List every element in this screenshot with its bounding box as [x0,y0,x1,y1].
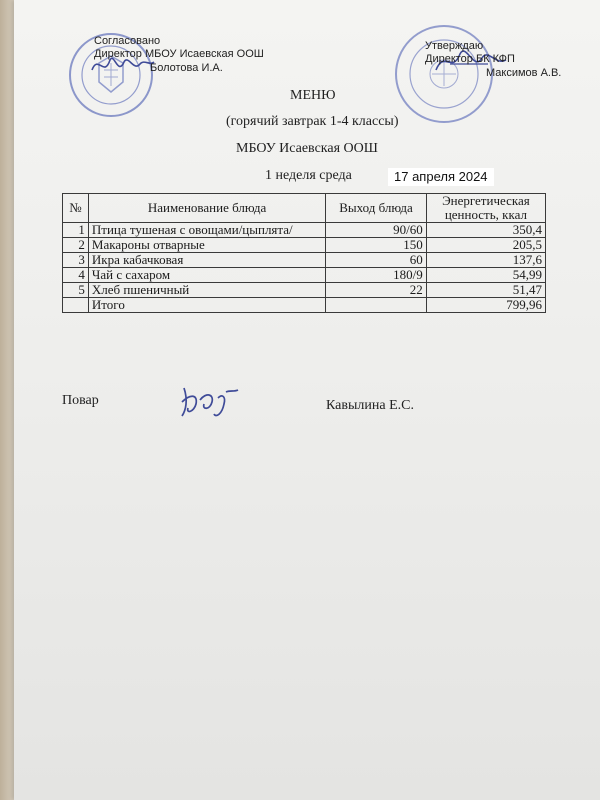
approval-right-line1: Утверждаю [425,40,484,52]
row-num: 4 [63,268,89,283]
menu-date: 17 апреля 2024 [388,168,494,186]
header-energy [426,194,545,223]
row-dish: Чай с сахаром [88,268,325,283]
table-header-row [63,194,546,223]
row-output: 22 [326,283,427,298]
approval-left-line3: Болотова И.А. [150,62,223,74]
approval-right-line2: Директор БК КФП [425,53,515,65]
total-label: Итого [88,298,325,313]
approval-left-line2: Директор МБОУ Исаевская ООШ [94,48,264,60]
approval-right-line3: Максимов А.В. [486,67,562,79]
row-kcal: 51,47 [426,283,545,298]
row-output: 180/9 [326,268,427,283]
table-total-row [63,298,546,313]
row-dish: Хлеб пшеничный [88,283,325,298]
table-row [63,268,546,283]
school-name: МБОУ Исаевская ООШ [236,141,378,156]
menu-subtitle: (горячий завтрак 1-4 классы) [226,114,399,129]
total-kcal: 799,96 [426,298,545,313]
week-day: 1 неделя среда [265,168,352,183]
row-kcal: 54,99 [426,268,545,283]
row-num: 3 [63,253,89,268]
cook-role: Повар [62,393,99,408]
header-num: № [63,194,89,223]
header-energy-line2: ценность, ккал [444,207,527,222]
header-energy-line1: Энергетическая [442,193,530,208]
row-dish: Макароны отварные [88,238,325,253]
table-row [63,283,546,298]
header-output: Выход блюда [326,194,427,223]
row-num: 1 [63,223,89,238]
row-dish: Птица тушеная с овощами/цыплята/ [88,223,325,238]
row-dish: Икра кабачковая [88,253,325,268]
row-num: 2 [63,238,89,253]
row-output: 90/60 [326,223,427,238]
header-name: Наименование блюда [88,194,325,223]
menu-table [62,193,546,313]
approval-left-line1: Согласовано [94,35,161,47]
row-kcal: 350,4 [426,223,545,238]
total-num-empty [63,298,89,313]
row-num: 5 [63,283,89,298]
table-row [63,238,546,253]
total-output-empty [326,298,427,313]
row-output: 60 [326,253,427,268]
table-row [63,253,546,268]
row-output: 150 [326,238,427,253]
cook-name: Кавылина Е.С. [326,398,414,413]
row-kcal: 205,5 [426,238,545,253]
menu-title: МЕНЮ [290,88,336,103]
cook-signature [176,380,246,420]
table-row [63,223,546,238]
row-kcal: 137,6 [426,253,545,268]
